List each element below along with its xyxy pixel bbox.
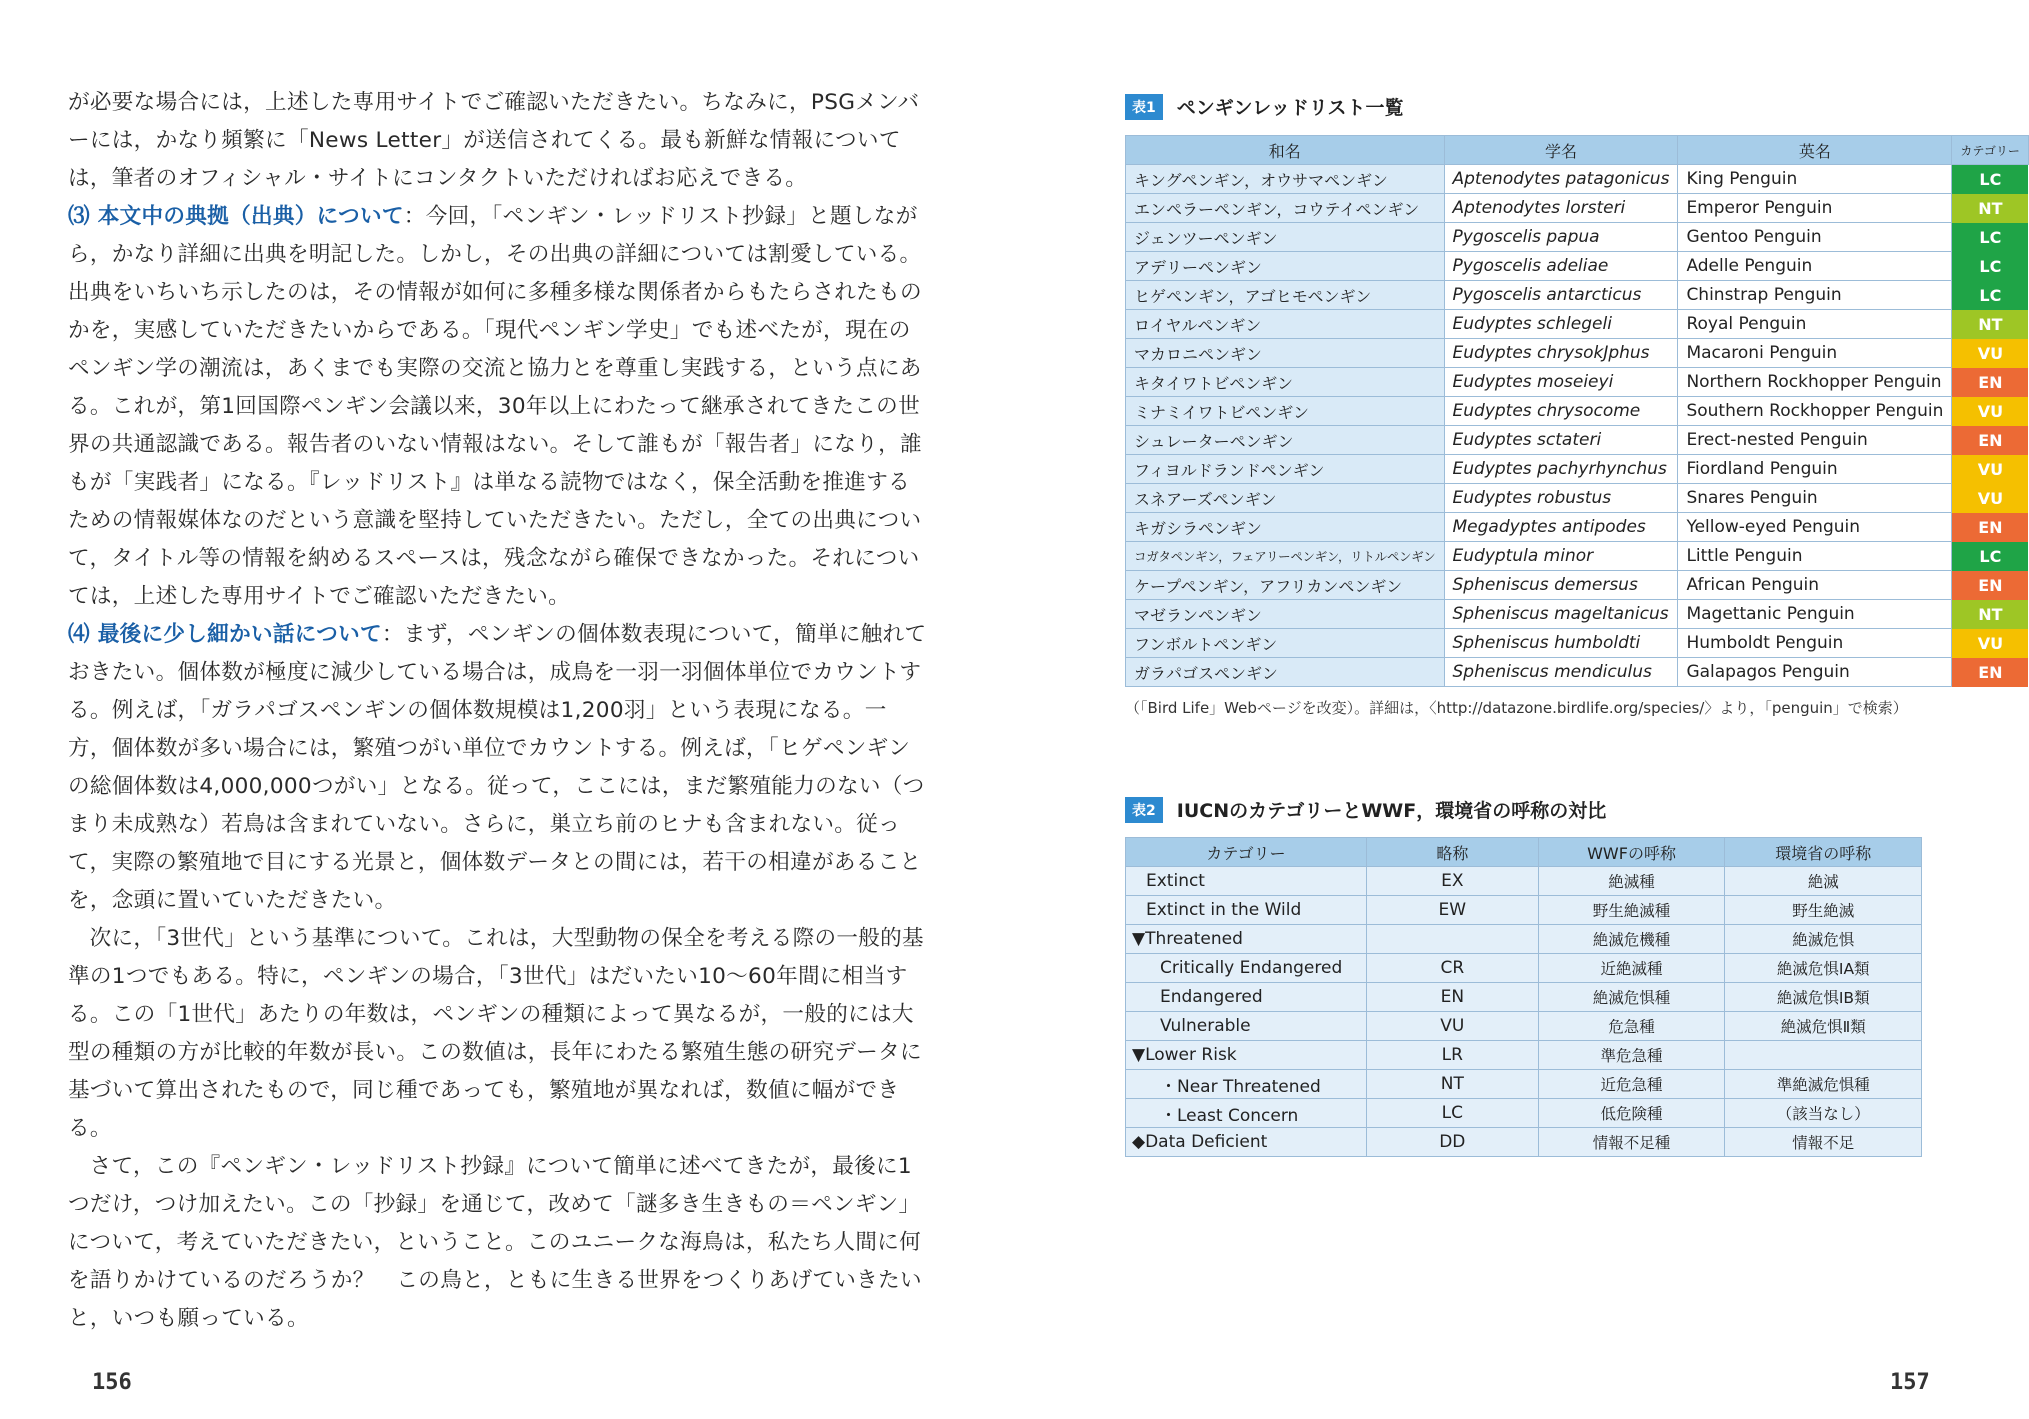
wwf-name-cell: 絶滅種 [1538, 867, 1725, 896]
english-name-cell: Northern Rockhopper Penguin [1678, 368, 1952, 397]
table1-header-cat: カテゴリー [1952, 136, 2029, 165]
table-row [1126, 484, 2029, 513]
abbreviation-cell: EW [1367, 896, 1539, 925]
japanese-name-cell: ロイヤルペンギン [1126, 310, 1445, 339]
moe-name-cell: 野生絶滅 [1725, 896, 1922, 925]
moe-name-cell: 情報不足 [1725, 1128, 1922, 1157]
wwf-name-cell: 絶滅危機種 [1538, 925, 1725, 954]
table-row [1126, 600, 2029, 629]
english-name-cell: Fiordland Penguin [1678, 455, 1952, 484]
japanese-name-cell: エンペラーペンギン，コウテイペンギン [1126, 194, 1445, 223]
abbreviation-cell: LC [1367, 1099, 1539, 1128]
english-name-cell: African Penguin [1678, 571, 1952, 600]
paragraph [68, 920, 928, 1148]
scientific-name-cell: Spheniscus mendiculus [1444, 658, 1678, 687]
abbreviation-cell: NT [1367, 1070, 1539, 1099]
table2-header-moe: 環境省の呼称 [1725, 838, 1922, 867]
paragraph [68, 198, 928, 616]
wwf-name-cell: 近危急種 [1538, 1070, 1725, 1099]
category-cell: ◆Data Deficient [1126, 1128, 1367, 1157]
table-row [1126, 513, 2029, 542]
table1-header-en: 英名 [1678, 136, 1952, 165]
japanese-name-cell: シュレーターペンギン [1126, 426, 1445, 455]
english-name-cell: Adelle Penguin [1678, 252, 1952, 281]
scientific-name-cell: Megadyptes antipodes [1444, 513, 1678, 542]
table-row [1126, 1012, 1922, 1041]
table-row [1126, 310, 2029, 339]
right-page [1000, 0, 2020, 1419]
abbreviation-cell: EN [1367, 983, 1539, 1012]
table-row [1126, 629, 2029, 658]
japanese-name-cell: ケープペンギン，アフリカンペンギン [1126, 571, 1445, 600]
moe-name-cell: 絶滅 [1725, 867, 1922, 896]
scientific-name-cell: Aptenodytes lorsteri [1444, 194, 1678, 223]
paragraph [68, 84, 928, 198]
scientific-name-cell: Eudyptes robustus [1444, 484, 1678, 513]
category-cell: Endangered [1126, 983, 1367, 1012]
scientific-name-cell: Eudyptes chrysokJphus [1444, 339, 1678, 368]
category-badge: NT [1952, 310, 2029, 339]
table-row [1126, 194, 2029, 223]
moe-name-cell: 準絶滅危惧種 [1725, 1070, 1922, 1099]
japanese-name-cell: ミナミイワトビペンギン [1126, 397, 1445, 426]
english-name-cell: Galapagos Penguin [1678, 658, 1952, 687]
category-badge: VU [1952, 339, 2029, 368]
table2-header-wwf: WWFの呼称 [1538, 838, 1725, 867]
table2-title-text: IUCNのカテゴリーとWWF，環境省の呼称の対比 [1176, 800, 1607, 822]
category-cell: Extinct in the Wild [1126, 896, 1367, 925]
body-text [68, 84, 928, 1338]
english-name-cell: Erect-nested Penguin [1678, 426, 1952, 455]
table1-title-text: ペンギンレッドリスト一覧 [1176, 97, 1404, 119]
category-cell: ▼Lower Risk [1126, 1041, 1367, 1070]
scientific-name-cell: Eudyptes moseieyi [1444, 368, 1678, 397]
wwf-name-cell: 野生絶滅種 [1538, 896, 1725, 925]
table-row [1126, 455, 2029, 484]
table2-header-row [1126, 838, 1922, 867]
japanese-name-cell: ガラパゴスペンギン [1126, 658, 1445, 687]
table-row [1126, 252, 2029, 281]
category-badge: NT [1952, 194, 2029, 223]
table-row [1126, 368, 2029, 397]
moe-name-cell: 絶滅危惧ⅠA類 [1725, 954, 1922, 983]
abbreviation-cell: EX [1367, 867, 1539, 896]
table2-header-category: カテゴリー [1126, 838, 1367, 867]
wwf-name-cell: 低危険種 [1538, 1099, 1725, 1128]
japanese-name-cell: スネアーズペンギン [1126, 484, 1445, 513]
section-heading: ⑶ 本文中の典拠（出典）について [68, 204, 404, 229]
table1-caption: （「Bird Life」Webページを改変）。詳細は，〈http://datazone.birdlife.org/species/〉より，「penguin」で検索） [1125, 699, 1908, 717]
table-row [1126, 658, 2029, 687]
scientific-name-cell: Eudyptes chrysocome [1444, 397, 1678, 426]
table-row [1126, 223, 2029, 252]
abbreviation-cell: VU [1367, 1012, 1539, 1041]
table1-badge: 表1 [1125, 94, 1163, 120]
table2-title [1125, 796, 1606, 823]
category-badge: LC [1952, 542, 2029, 571]
wwf-name-cell: 近絶滅種 [1538, 954, 1725, 983]
moe-name-cell: 絶滅危惧Ⅱ類 [1725, 1012, 1922, 1041]
category-badge: NT [1952, 600, 2029, 629]
scientific-name-cell: Pygoscelis antarcticus [1444, 281, 1678, 310]
scientific-name-cell: Eudyptes sctateri [1444, 426, 1678, 455]
moe-name-cell: 絶滅危惧 [1725, 925, 1922, 954]
table-row [1126, 281, 2029, 310]
scientific-name-cell: Spheniscus mageltanicus [1444, 600, 1678, 629]
table-row [1126, 1128, 1922, 1157]
penguin-redlist-table [1125, 135, 2029, 687]
english-name-cell: Macaroni Penguin [1678, 339, 1952, 368]
category-cell: ・Least Concern [1126, 1099, 1367, 1128]
iucn-category-table [1125, 837, 1922, 1157]
category-badge: VU [1952, 484, 2029, 513]
table-row [1126, 426, 2029, 455]
english-name-cell: Yellow-eyed Penguin [1678, 513, 1952, 542]
table-row [1126, 954, 1922, 983]
english-name-cell: Emperor Penguin [1678, 194, 1952, 223]
paragraph-text: が必要な場合には，上述した専用サイトでご確認いただきたい。ちなみに，PSGメンバーには，かなり頻繁に「News Letter」が送信されてくる。最も新鮮な情報については，筆者のオフィシャル・サイトにコンタクトいただければお応えできる。 [68, 90, 920, 191]
japanese-name-cell: ヒゲペンギン，アゴヒモペンギン [1126, 281, 1445, 310]
paragraph-text: さて，この『ペンギン・レッドリスト抄録』について簡単に述べてきたが，最後に1つだけ，つけ加えたい。この「抄録」を通じて，改めて「謎多き生きもの＝ペンギン」について，考えていただきたい，ということ。このユニークな海鳥は，私たち人間に何を語りかけているのだろうか？ この鳥と，ともに生きる世界をつくりあげていきたいと，いつも願っている。 [68, 1154, 922, 1331]
japanese-name-cell: フンボルトペンギン [1126, 629, 1445, 658]
english-name-cell: Royal Penguin [1678, 310, 1952, 339]
abbreviation-cell: DD [1367, 1128, 1539, 1157]
english-name-cell: Snares Penguin [1678, 484, 1952, 513]
category-cell: ▼Threatened [1126, 925, 1367, 954]
abbreviation-cell: CR [1367, 954, 1539, 983]
abbreviation-cell: LR [1367, 1041, 1539, 1070]
category-cell: ・Near Threatened [1126, 1070, 1367, 1099]
category-cell: Vulnerable [1126, 1012, 1367, 1041]
table1-header-row [1126, 136, 2029, 165]
moe-name-cell [1725, 1041, 1922, 1070]
table1-header-sci: 学名 [1444, 136, 1678, 165]
wwf-name-cell: 絶滅危惧種 [1538, 983, 1725, 1012]
wwf-name-cell: 危急種 [1538, 1012, 1725, 1041]
japanese-name-cell: コガタペンギン，フェアリーペンギン，リトルペンギン [1126, 542, 1445, 571]
wwf-name-cell: 情報不足種 [1538, 1128, 1725, 1157]
section-heading: ⑷ 最後に少し細かい話について [68, 622, 382, 647]
category-badge: EN [1952, 513, 2029, 542]
category-badge: LC [1952, 252, 2029, 281]
table-row [1126, 571, 2029, 600]
table-row [1126, 339, 2029, 368]
table2-header-abbr: 略称 [1367, 838, 1539, 867]
table-row [1126, 867, 1922, 896]
page-number-left: 156 [92, 1370, 132, 1395]
table2-badge: 表2 [1125, 797, 1163, 823]
scientific-name-cell: Aptenodytes patagonicus [1444, 165, 1678, 194]
japanese-name-cell: キングペンギン，オウサマペンギン [1126, 165, 1445, 194]
english-name-cell: Humboldt Penguin [1678, 629, 1952, 658]
category-badge: VU [1952, 397, 2029, 426]
table-row [1126, 165, 2029, 194]
table-row [1126, 925, 1922, 954]
category-badge: VU [1952, 629, 2029, 658]
japanese-name-cell: マカロニペンギン [1126, 339, 1445, 368]
paragraph-text: 次に，「3世代」という基準について。これは，大型動物の保全を考える際の一般的基準の1つでもある。特に，ペンギンの場合，「3世代」はだいたい10〜60年間に相当する。この「1世代」あたりの年数は，ペンギンの種類によって異なるが，一般的には大型の種類の方が比較的年数が長い。この数値は，長年にわたる繁殖生態の研究データに基づいて算出されたもので，同じ種であっても，繁殖地が異なれば，数値に幅ができる。 [68, 926, 924, 1141]
english-name-cell: Southern Rockhopper Penguin [1678, 397, 1952, 426]
paragraph [68, 1148, 928, 1338]
moe-name-cell: （該当なし） [1725, 1099, 1922, 1128]
table-row [1126, 397, 2029, 426]
table-row [1126, 1041, 1922, 1070]
table-row [1126, 1099, 1922, 1128]
table-row [1126, 1070, 1922, 1099]
paragraph-text: ：まず，ペンギンの個体数表現について，簡単に触れておきたい。個体数が極度に減少している場合は，成鳥を一羽一羽個体単位でカウントする。例えば，「ガラパゴスペンギンの個体数規模は1,200羽」という表現になる。一方，個体数が多い場合には，繁殖つがい単位でカウントする。例えば，「ヒゲペンギンの総個体数は4,000,000つがい」となる。従って，ここには，まだ繁殖能力のない（つまり未成熟な）若鳥は含まれていない。さらに，巣立ち前のヒナも含まれない。従って，実際の繁殖地で目にする光景と，個体数データとの間には，若干の相違があることを，念頭に置いていただきたい。 [68, 622, 927, 913]
table-row [1126, 896, 1922, 925]
category-badge: EN [1952, 571, 2029, 600]
category-badge: LC [1952, 223, 2029, 252]
english-name-cell: Chinstrap Penguin [1678, 281, 1952, 310]
table1-header-jp: 和名 [1126, 136, 1445, 165]
table1-title [1125, 93, 1404, 120]
category-badge: EN [1952, 426, 2029, 455]
english-name-cell: Magettanic Penguin [1678, 600, 1952, 629]
page-number-right: 157 [1890, 1370, 1930, 1395]
category-badge: LC [1952, 165, 2029, 194]
category-badge: LC [1952, 281, 2029, 310]
japanese-name-cell: マゼランペンギン [1126, 600, 1445, 629]
english-name-cell: Little Penguin [1678, 542, 1952, 571]
japanese-name-cell: フィヨルドランドペンギン [1126, 455, 1445, 484]
scientific-name-cell: Eudyptes pachyrhynchus [1444, 455, 1678, 484]
wwf-name-cell: 準危急種 [1538, 1041, 1725, 1070]
abbreviation-cell [1367, 925, 1539, 954]
english-name-cell: Gentoo Penguin [1678, 223, 1952, 252]
left-page [0, 0, 1000, 1419]
category-badge: VU [1952, 455, 2029, 484]
table-row [1126, 983, 1922, 1012]
english-name-cell: King Penguin [1678, 165, 1952, 194]
paragraph [68, 616, 928, 920]
scientific-name-cell: Eudyptes schlegeli [1444, 310, 1678, 339]
category-cell: Extinct [1126, 867, 1367, 896]
category-badge: EN [1952, 368, 2029, 397]
category-badge: EN [1952, 658, 2029, 687]
japanese-name-cell: キタイワトビペンギン [1126, 368, 1445, 397]
japanese-name-cell: ジェンツーペンギン [1126, 223, 1445, 252]
scientific-name-cell: Spheniscus demersus [1444, 571, 1678, 600]
paragraph-text: ：今回，「ペンギン・レッドリスト抄録」と題しながら，かなり詳細に出典を明記した。しかし，その出典の詳細については割愛している。出典をいちいち示したのは，その情報が如何に多種多様な関係者からもたらされたものかを，実感していただきたいからである。「現代ペンギン学史」でも述べたが，現在のペンギン学の潮流は，あくまでも実際の交流と協力とを尊重し実践する，という点にある。これが，第1回国際ペンギン会議以来，30年以上にわたって継承されてきたこの世界の共通認識である。報告者のいない情報はない。そして誰もが「報告者」になり，誰もが「実践者」になる。『レッドリスト』は単なる読物ではなく，保全活動を推進するための情報媒体なのだという意識を堅持していただきたい。ただし，全ての出典について，タイトル等の情報を納めるスペースは，残念ながら確保できなかった。それについては，上述した専用サイトでご確認いただきたい。 [68, 204, 922, 609]
moe-name-cell: 絶滅危惧ⅠB類 [1725, 983, 1922, 1012]
table-row [1126, 542, 2029, 571]
japanese-name-cell: キガシラペンギン [1126, 513, 1445, 542]
scientific-name-cell: Spheniscus humboldti [1444, 629, 1678, 658]
scientific-name-cell: Pygoscelis papua [1444, 223, 1678, 252]
scientific-name-cell: Eudyptula minor [1444, 542, 1678, 571]
scientific-name-cell: Pygoscelis adeliae [1444, 252, 1678, 281]
japanese-name-cell: アデリーペンギン [1126, 252, 1445, 281]
category-cell: Critically Endangered [1126, 954, 1367, 983]
